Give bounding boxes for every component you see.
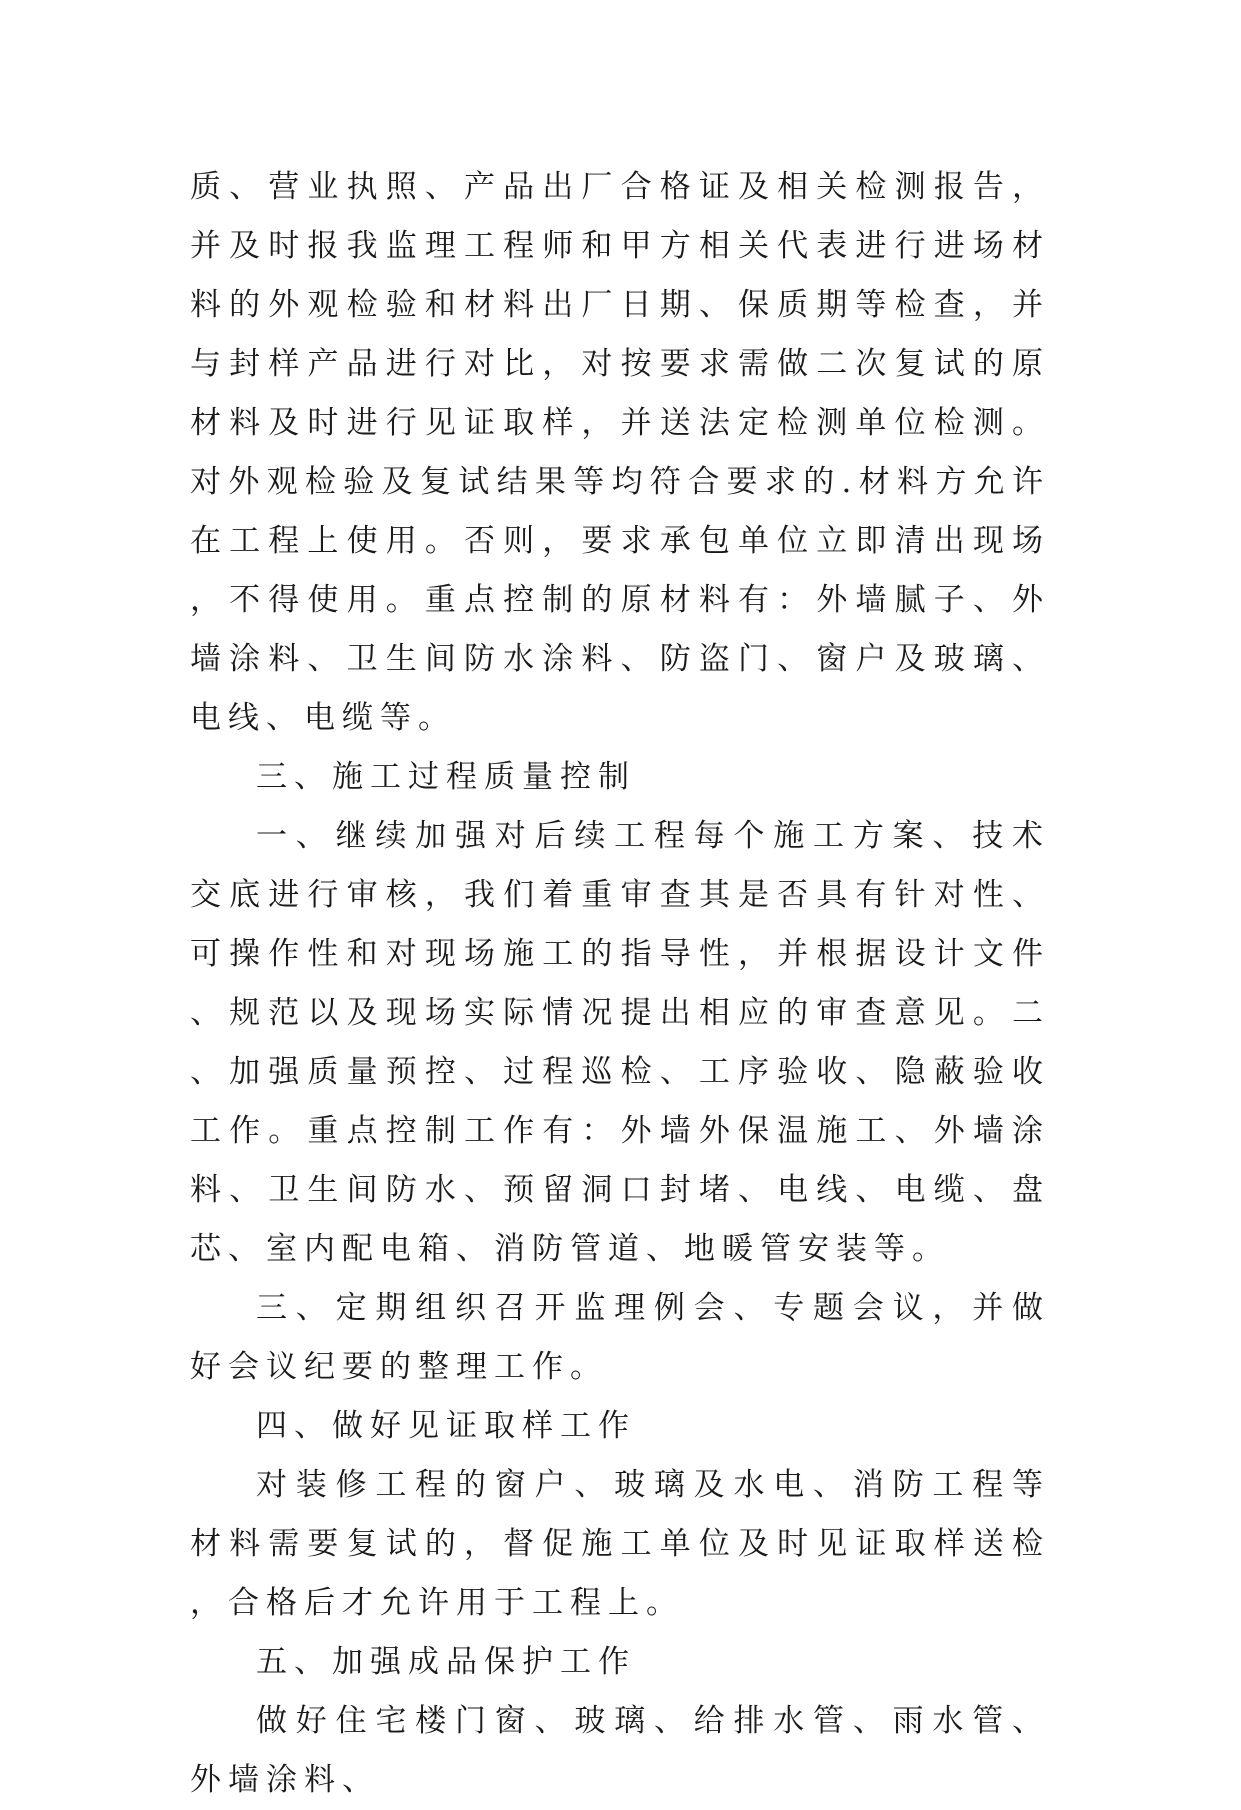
paragraph-plan-review-and-inspection: 一、继续加强对后续工程每个施工方案、技术交底进行审核，我们着重审查其是否具有针对性、可操作性和对现场施工的指导性，并根据设计文件、规范以及现场实际情况提出相应的审查意见。二、加强质量预控、过程巡检、工序验收、隐蔽验收工作。重点控制工作有：外墙外保温施工、外墙涂料、卫生间防水、预留洞口封堵、电线、电缆、盘芯、室内配电箱、消防管道、地暖管安装等。 <box>190 818 1050 1267</box>
paragraph-supervision-meetings: 三、定期组织召开监理例会、专题会议，并做好会议纪要的整理工作。 <box>190 1290 1050 1385</box>
heading-witness-sampling: 四、做好见证取样工作 <box>256 1408 636 1444</box>
document-body <box>190 158 1050 1810</box>
paragraph-material-inspection: 质、营业执照、产品出厂合格证及相关检测报告，并及时报我监理工程师和甲方相关代表进行进场材料的外观检验和材料出厂日期、保质期等检查，并与封样产品进行对比，对按要求需做二次复试的原材料及时进行见证取样，并送法定检测单位检测。对外观检验及复试结果等均符合要求的.材料方允许在工程上使用。否则，要求承包单位立即清出现场，不得使用。重点控制的原材料有：外墙腻子、外墙涂料、卫生间防水涂料、防盗门、窗户及玻璃、电线、电缆等。 <box>190 169 1050 736</box>
heading-construction-process-quality-control: 三、施工过程质量控制 <box>256 759 636 795</box>
paragraph-witness-sampling: 对装修工程的窗户、玻璃及水电、消防工程等材料需要复试的，督促施工单位及时见证取样送检，合格后才允许用于工程上。 <box>190 1467 1050 1621</box>
heading-finished-product-protection: 五、加强成品保护工作 <box>256 1644 636 1680</box>
paragraph-finished-product-protection: 做好住宅楼门窗、玻璃、给排水管、雨水管、外墙涂料、 <box>190 1703 1050 1798</box>
